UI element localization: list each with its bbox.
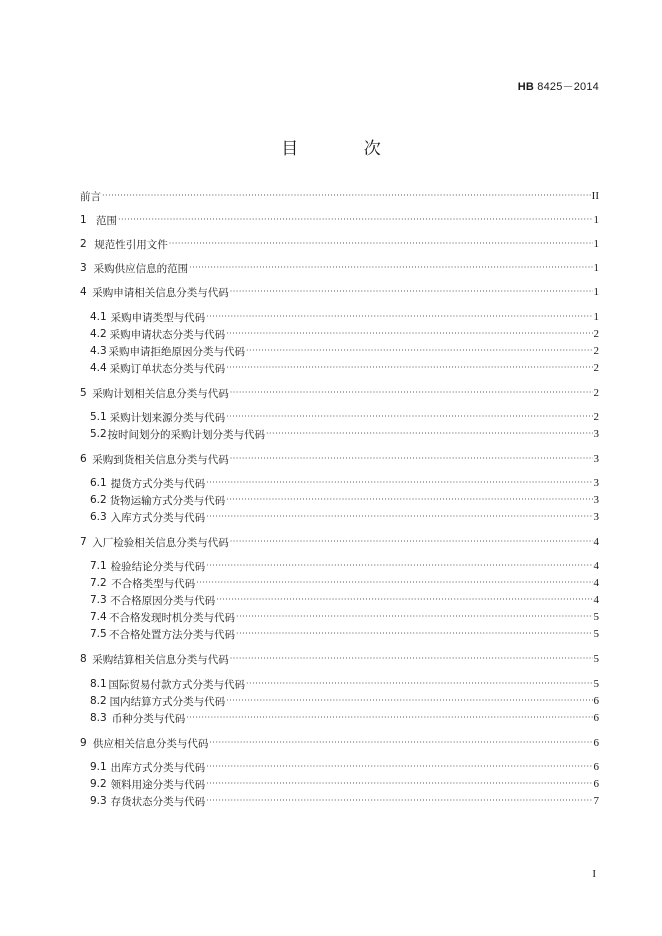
toc-entry-number: 7.5 [90,628,107,640]
toc-leader-dots [169,236,593,252]
toc-entry-title: 采购到货相关信息分类与代码 [92,453,229,466]
toc-leader-dots [206,309,592,325]
toc-leader-dots [196,575,592,591]
toc-entry-title: 国内结算方式分类与代码 [109,695,226,708]
toc-entry-title: 不合格发现时机分类与代码 [109,611,236,624]
toc-entry-page: 1 [593,238,599,250]
toc-entry-title: 采购订单状态分类与代码 [109,362,226,375]
standard-code [518,78,599,94]
toc-entry-page: 1 [593,214,599,226]
toc-entry-number: 8.2 [90,695,107,707]
toc-entry-page: 6 [593,761,599,773]
toc-entry[interactable] [90,343,599,359]
toc-entry[interactable] [90,676,599,692]
toc-entry-number: 8.3 [90,712,107,724]
toc-leader-dots [206,776,592,792]
toc-entry-page: 4 [593,536,599,548]
toc-entry-number: 1 [80,214,87,226]
toc-entry-title: 检验结论分类与代码 [110,560,206,573]
toc-entry-number: 7.1 [90,560,107,572]
toc-entry-title: 出库方式分类与代码 [110,761,206,774]
toc-entry-title: 入库方式分类与代码 [110,511,206,524]
toc-entry[interactable] [80,451,599,467]
toc-leader-dots [230,451,593,467]
toc-entry[interactable] [90,309,599,325]
toc-entry-page: 4 [593,594,599,606]
toc-entry[interactable] [90,710,599,726]
toc-leader-dots [206,558,592,574]
toc-entry-title: 采购申请类型与代码 [110,311,206,324]
toc-leader-dots [186,710,592,726]
toc-entry-number: 4.3 [90,345,107,357]
standard-code-prefix: HB [517,81,534,93]
toc-entry-page: 3 [593,453,599,465]
toc-leader-dots [206,509,592,525]
toc-entry[interactable] [90,326,599,342]
toc-entry[interactable] [90,626,599,642]
toc-leader-dots [246,676,592,692]
toc-leader-dots [226,492,592,508]
toc-entry-number: 7 [80,536,87,548]
toc-entry-page: 2 [593,328,599,340]
toc-entry-page: 2 [593,411,599,423]
toc-entry[interactable] [90,776,599,792]
toc-entry-number: 6.3 [90,511,107,523]
toc-entry-number: 8.1 [90,678,107,690]
toc-entry[interactable] [90,509,599,525]
toc-entry-title: 存货状态分类与代码 [110,795,206,808]
toc-entry[interactable] [80,651,599,667]
toc-entry-title: 领料用途分类与代码 [110,778,206,791]
toc-entry[interactable] [90,409,599,425]
toc-entry-page: 5 [593,628,599,640]
toc-entry-number: 9 [80,737,87,749]
toc-entry[interactable] [90,759,599,775]
toc-entry-title: 币种分类与代码 [111,712,186,725]
toc-entry-number: 5 [80,387,87,399]
toc-entry-title: 采购计划来源分类与代码 [109,411,226,424]
toc-entry-page: 5 [593,678,599,690]
toc-entry-number: 7.2 [90,577,107,589]
toc-leader-dots [102,188,591,204]
toc-entry-page: 1 [593,311,599,323]
toc-leader-dots [230,534,593,550]
toc-entry-page: 6 [593,695,599,707]
toc-entry-number: 7.3 [90,594,107,606]
toc-leader-dots [226,360,592,376]
toc-entry-page: 4 [593,577,599,589]
toc-entry-title: 采购计划相关信息分类与代码 [92,387,229,400]
toc-entry-title: 采购申请状态分类与代码 [109,328,226,341]
toc-leader-dots [189,260,592,276]
toc-entry-page: 3 [593,477,599,489]
toc-entry-page: 6 [593,712,599,724]
toc-leader-dots [216,592,592,608]
toc-entry[interactable] [90,575,599,591]
toc-entry-number: 5.1 [90,411,107,423]
toc-entry-page: 2 [593,387,599,399]
toc-leader-dots [230,385,593,401]
toc-entry-title: 按时间划分的采购计划分类与代码 [107,428,265,441]
toc-entry-page: II [591,190,599,202]
toc-leader-dots [230,284,593,300]
toc-leader-dots [236,626,592,642]
toc-entry[interactable] [90,693,599,709]
toc-entry-title: 采购结算相关信息分类与代码 [92,653,229,666]
toc-entry-page: 3 [593,511,599,523]
toc-entry-page: 1 [593,286,599,298]
toc-entry-title: 货物运输方式分类与代码 [109,494,226,507]
toc-entry-title: 国际贸易付款方式分类与代码 [108,678,246,691]
toc-entry-number: 4.1 [90,311,107,323]
toc-entry-title: 采购申请拒绝原因分类与代码 [108,345,246,358]
toc-entry-number: 4.4 [90,362,107,374]
toc-leader-dots [206,759,592,775]
toc-entry-number: 4 [80,286,87,298]
toc-entry-number: 9.2 [90,778,107,790]
toc-entry-page: 6 [593,737,599,749]
toc-entry-number: 6.2 [90,494,107,506]
toc-leader-dots [206,793,592,809]
toc-entry-title: 采购申请相关信息分类与代码 [92,286,229,299]
toc-entry-number: 6.1 [90,477,107,489]
toc-entry-page: 2 [593,362,599,374]
toc-entry-page: 5 [593,653,599,665]
toc-entry-title: 不合格处置方法分类与代码 [109,628,236,641]
toc-leader-dots [236,609,592,625]
toc-leader-dots [226,326,592,342]
toc-entry-title: 采购供应信息的范围 [93,262,189,275]
toc-entry[interactable] [90,793,599,809]
toc-entry-title: 前言 [80,190,101,203]
toc-entry-number: 7.4 [90,611,107,623]
toc-entry-title: 入厂检验相关信息分类与代码 [92,536,229,549]
toc-entry-title: 提货方式分类与代码 [110,477,206,490]
toc-entry[interactable] [80,284,599,300]
toc-entry-page: 3 [593,494,599,506]
toc-entry[interactable] [80,260,599,276]
toc-entry-page: 4 [593,560,599,572]
toc-entry-number: 4.2 [90,328,107,340]
toc-entry-number: 8 [80,653,87,665]
toc-entry[interactable] [90,609,599,625]
toc-entry[interactable] [90,360,599,376]
toc-leader-dots [209,735,592,751]
toc-entry[interactable] [80,236,599,252]
toc-entry-page: 7 [593,795,599,807]
toc-entry[interactable] [90,558,599,574]
toc-entry[interactable] [80,735,599,751]
toc-entry[interactable] [80,534,599,550]
page-title: 目 次 [281,139,411,159]
toc-entry-page: 2 [593,345,599,357]
toc-entry-page: 5 [593,611,599,623]
toc-entry[interactable] [90,426,599,442]
toc-entry[interactable] [90,492,599,508]
toc-entry-number: 9.1 [90,761,107,773]
standard-code-number: 8425－2014 [534,81,599,93]
toc-leader-dots [118,212,593,228]
toc-entry-number: 9.3 [90,795,107,807]
toc-entry-title: 规范性引用文件 [94,238,168,251]
toc-entry-number: 3 [80,262,87,274]
toc-entry-page: 1 [593,262,599,274]
toc-entry[interactable] [90,592,599,608]
toc-leader-dots [230,651,593,667]
toc-entry[interactable] [80,385,599,401]
page-number: I [592,868,596,880]
toc-entry-title: 不合格原因分类与代码 [110,594,216,607]
toc-entry-number: 2 [80,238,87,250]
toc-entry-page: 6 [593,778,599,790]
toc-entry-title: 不合格类型与代码 [111,577,196,590]
toc-entry-title: 范围 [95,214,117,227]
toc-entry[interactable] [80,212,599,228]
toc-leader-dots [206,475,592,491]
toc-leader-dots [266,426,593,442]
toc-leader-dots [246,343,592,359]
toc-leader-dots [226,693,592,709]
toc-entry[interactable] [80,188,599,204]
toc-entry-title: 供应相关信息分类与代码 [92,737,209,750]
toc-entry-page: 3 [593,428,599,440]
toc-entry-number: 6 [80,453,87,465]
toc-entry-number: 5.2 [90,428,107,440]
toc-leader-dots [226,409,592,425]
toc-entry[interactable] [90,475,599,491]
